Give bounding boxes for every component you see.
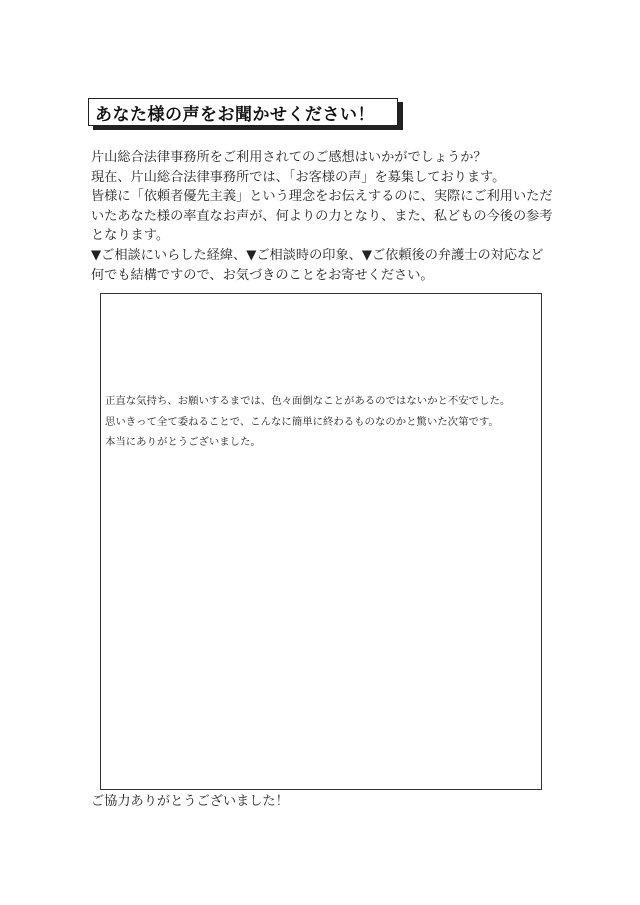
intro-line: 皆様に「依頼者優先主義」という理念をお伝えするのに、実際にご利用いただ xyxy=(91,189,553,205)
intro-line: 何でも結構ですので、お気づきのことをお寄せください。 xyxy=(91,267,434,283)
intro-line: 現在、片山総合法律事務所では、「お客様の声」を募集しております。 xyxy=(91,169,506,185)
customer-answer-box xyxy=(100,293,542,790)
customer-answer-text xyxy=(105,391,510,453)
intro-line: 片山総合法律事務所をご利用されてのご感想はいかがでしょうか？ xyxy=(91,150,487,165)
intro-line: いたあなた様の率直なお声が、何よりの力となり、また、私どもの今後の参考 xyxy=(91,208,553,224)
title-banner xyxy=(88,98,398,126)
answer-line: 正直な気持ち、お願いするまでは、色々面倒なことがあるのではないかと不安でした。 xyxy=(105,395,511,407)
page-title: あなた様の声をお聞かせください！ xyxy=(95,104,375,125)
intro-paragraph xyxy=(91,148,561,285)
answer-line: 思いきって全て委ねることで、こんなに簡単に終わるものなのかと驚いた次第です。 xyxy=(105,415,499,428)
intro-line: となります。 xyxy=(91,228,170,244)
intro-line: ▼ご相談にいらした経緯、▼ご相談時の印象、▼ご依頼後の弁護士の対応など xyxy=(91,247,544,263)
answer-line: 本当にありがとうございました。 xyxy=(105,436,261,448)
closing-message: ご協力ありがとうございました！ xyxy=(91,794,289,809)
